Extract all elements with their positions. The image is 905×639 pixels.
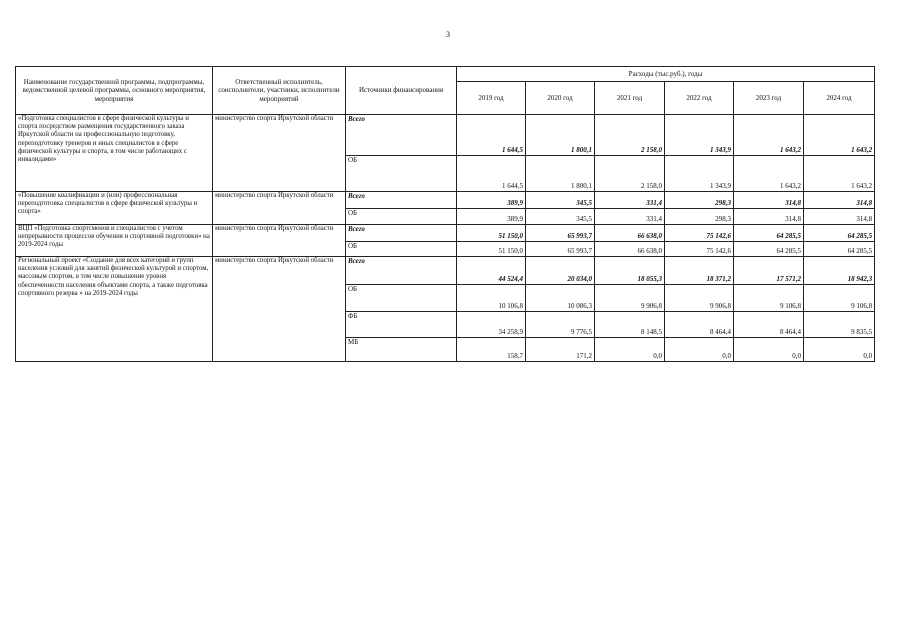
table-row bbox=[16, 115, 875, 156]
expense-value-cell: 64 285,5 bbox=[804, 225, 875, 242]
expense-value-cell: 1 644,5 bbox=[457, 156, 526, 192]
expense-value-cell: 8 464,4 bbox=[665, 312, 734, 338]
expense-value-cell: 1 800,1 bbox=[526, 156, 595, 192]
header-year: 2023 год bbox=[734, 82, 804, 115]
expense-value-cell: 18 371,2 bbox=[665, 257, 734, 285]
funding-source-cell: Всего bbox=[346, 257, 457, 285]
header-source: Источники финансирования bbox=[346, 67, 457, 115]
expense-value-cell: 1 643,2 bbox=[804, 115, 875, 156]
header-year: 2024 год bbox=[804, 82, 875, 115]
page-number: 3 bbox=[446, 30, 450, 39]
expense-value-cell: 8 464,4 bbox=[734, 312, 804, 338]
expenses-table bbox=[15, 66, 875, 362]
expense-value-cell: 51 150,0 bbox=[457, 242, 526, 257]
expense-value-cell: 64 285,5 bbox=[734, 225, 804, 242]
expense-value-cell: 1 644,5 bbox=[457, 115, 526, 156]
expense-value-cell: 389,9 bbox=[457, 209, 526, 225]
table-row bbox=[16, 192, 875, 209]
program-name-cell: «Подготовка специалистов в сфере физической культуры и спорта посредством размещения государственного заказа Иркутской области на профессиональную подготовку, переподготовку тренеров и иных специалистов в сфере физической культуры и спорта, в том числе работающих с инвалидами» bbox=[16, 115, 213, 192]
funding-source-cell: Всего bbox=[346, 115, 457, 156]
funding-source-cell: Всего bbox=[346, 192, 457, 209]
funding-source-cell: ОБ bbox=[346, 285, 457, 312]
expense-value-cell: 314,8 bbox=[804, 192, 875, 209]
expense-value-cell: 1 643,2 bbox=[734, 156, 804, 192]
expense-value-cell: 298,3 bbox=[665, 192, 734, 209]
executor-cell: министерство спорта Иркутской области bbox=[213, 192, 346, 225]
expense-value-cell: 0,0 bbox=[665, 338, 734, 362]
expense-value-cell: 18 942,3 bbox=[804, 257, 875, 285]
header-name: Наименование государственной программы, подпрограммы, ведомственной целевой программы, основного мероприятия, мероприятия bbox=[16, 67, 213, 115]
expense-value-cell: 1 800,1 bbox=[526, 115, 595, 156]
expense-value-cell: 64 285,5 bbox=[734, 242, 804, 257]
expense-value-cell: 0,0 bbox=[804, 338, 875, 362]
funding-source-cell: ОБ bbox=[346, 242, 457, 257]
expense-value-cell: 66 638,0 bbox=[595, 242, 665, 257]
funding-source-cell: Всего bbox=[346, 225, 457, 242]
expense-value-cell: 389,9 bbox=[457, 192, 526, 209]
expense-value-cell: 345,5 bbox=[526, 209, 595, 225]
expense-value-cell: 9 906,8 bbox=[665, 285, 734, 312]
expense-value-cell: 9 906,8 bbox=[595, 285, 665, 312]
expense-value-cell: 17 571,2 bbox=[734, 257, 804, 285]
expense-value-cell: 298,3 bbox=[665, 209, 734, 225]
expense-value-cell: 9 835,5 bbox=[804, 312, 875, 338]
expense-value-cell: 64 285,5 bbox=[804, 242, 875, 257]
executor-cell: министерство спорта Иркутской области bbox=[213, 225, 346, 257]
table-row bbox=[16, 257, 875, 285]
expense-value-cell: 331,4 bbox=[595, 192, 665, 209]
expense-value-cell: 314,8 bbox=[734, 192, 804, 209]
expense-value-cell: 44 524,4 bbox=[457, 257, 526, 285]
expense-value-cell: 345,5 bbox=[526, 192, 595, 209]
expense-value-cell: 75 142,6 bbox=[665, 225, 734, 242]
expense-value-cell: 1 643,2 bbox=[804, 156, 875, 192]
funding-source-cell: ОБ bbox=[346, 156, 457, 192]
expense-value-cell: 10 106,8 bbox=[457, 285, 526, 312]
expense-value-cell: 2 158,0 bbox=[595, 115, 665, 156]
expense-value-cell: 0,0 bbox=[595, 338, 665, 362]
expense-value-cell: 8 148,5 bbox=[595, 312, 665, 338]
expense-value-cell: 9 106,8 bbox=[734, 285, 804, 312]
expense-value-cell: 34 258,9 bbox=[457, 312, 526, 338]
funding-source-cell: ФБ bbox=[346, 312, 457, 338]
program-name-cell: «Повышение квалификации и (или) профессиональная переподготовка специалистов в сфере физической культуры и спорта» bbox=[16, 192, 213, 225]
expense-value-cell: 10 086,3 bbox=[526, 285, 595, 312]
expense-value-cell: 1 643,2 bbox=[734, 115, 804, 156]
expense-value-cell: 66 638,0 bbox=[595, 225, 665, 242]
expense-value-cell: 158,7 bbox=[457, 338, 526, 362]
header-year: 2019 год bbox=[457, 82, 526, 115]
expense-value-cell: 1 343,9 bbox=[665, 156, 734, 192]
expense-value-cell: 75 142,6 bbox=[665, 242, 734, 257]
expense-value-cell: 51 150,0 bbox=[457, 225, 526, 242]
expense-value-cell: 9 106,8 bbox=[804, 285, 875, 312]
expense-value-cell: 65 993,7 bbox=[526, 225, 595, 242]
expense-value-cell: 314,8 bbox=[804, 209, 875, 225]
expense-value-cell: 9 776,5 bbox=[526, 312, 595, 338]
expense-value-cell: 314,8 bbox=[734, 209, 804, 225]
funding-source-cell: МБ bbox=[346, 338, 457, 362]
expense-value-cell: 65 993,7 bbox=[526, 242, 595, 257]
header-year: 2021 год bbox=[595, 82, 665, 115]
program-name-cell: Региональный проект «Создание для всех категорий и групп населения условий для занятий физической культурой и спортом, массовым спортом, в том числе повышение уровня обеспеченности населения объектами спорта, а также подготовка спортивного резерва » на 2019-2024 годы bbox=[16, 257, 213, 362]
executor-cell: министерство спорта Иркутской области bbox=[213, 115, 346, 192]
header-executor: Ответственный исполнитель, соисполнители, участники, исполнители мероприятий bbox=[213, 67, 346, 115]
program-name-cell: ВЦП «Подготовка спортсменов и специалистов с учетом непрерывности процессов обучения и спортивной подготовки» на 2019-2024 годы bbox=[16, 225, 213, 257]
expense-value-cell: 2 158,0 bbox=[595, 156, 665, 192]
header-year: 2022 год bbox=[665, 82, 734, 115]
executor-cell: министерство спорта Иркутской области bbox=[213, 257, 346, 362]
expense-value-cell: 1 343,9 bbox=[665, 115, 734, 156]
expense-value-cell: 20 034,0 bbox=[526, 257, 595, 285]
table-row bbox=[16, 225, 875, 242]
header-expenses: Расходы (тыс.руб.), годы bbox=[457, 67, 875, 82]
table-body bbox=[16, 115, 875, 362]
funding-source-cell: ОБ bbox=[346, 209, 457, 225]
expense-value-cell: 171,2 bbox=[526, 338, 595, 362]
expense-value-cell: 0,0 bbox=[734, 338, 804, 362]
expense-value-cell: 18 055,3 bbox=[595, 257, 665, 285]
expense-value-cell: 331,4 bbox=[595, 209, 665, 225]
header-year: 2020 год bbox=[526, 82, 595, 115]
